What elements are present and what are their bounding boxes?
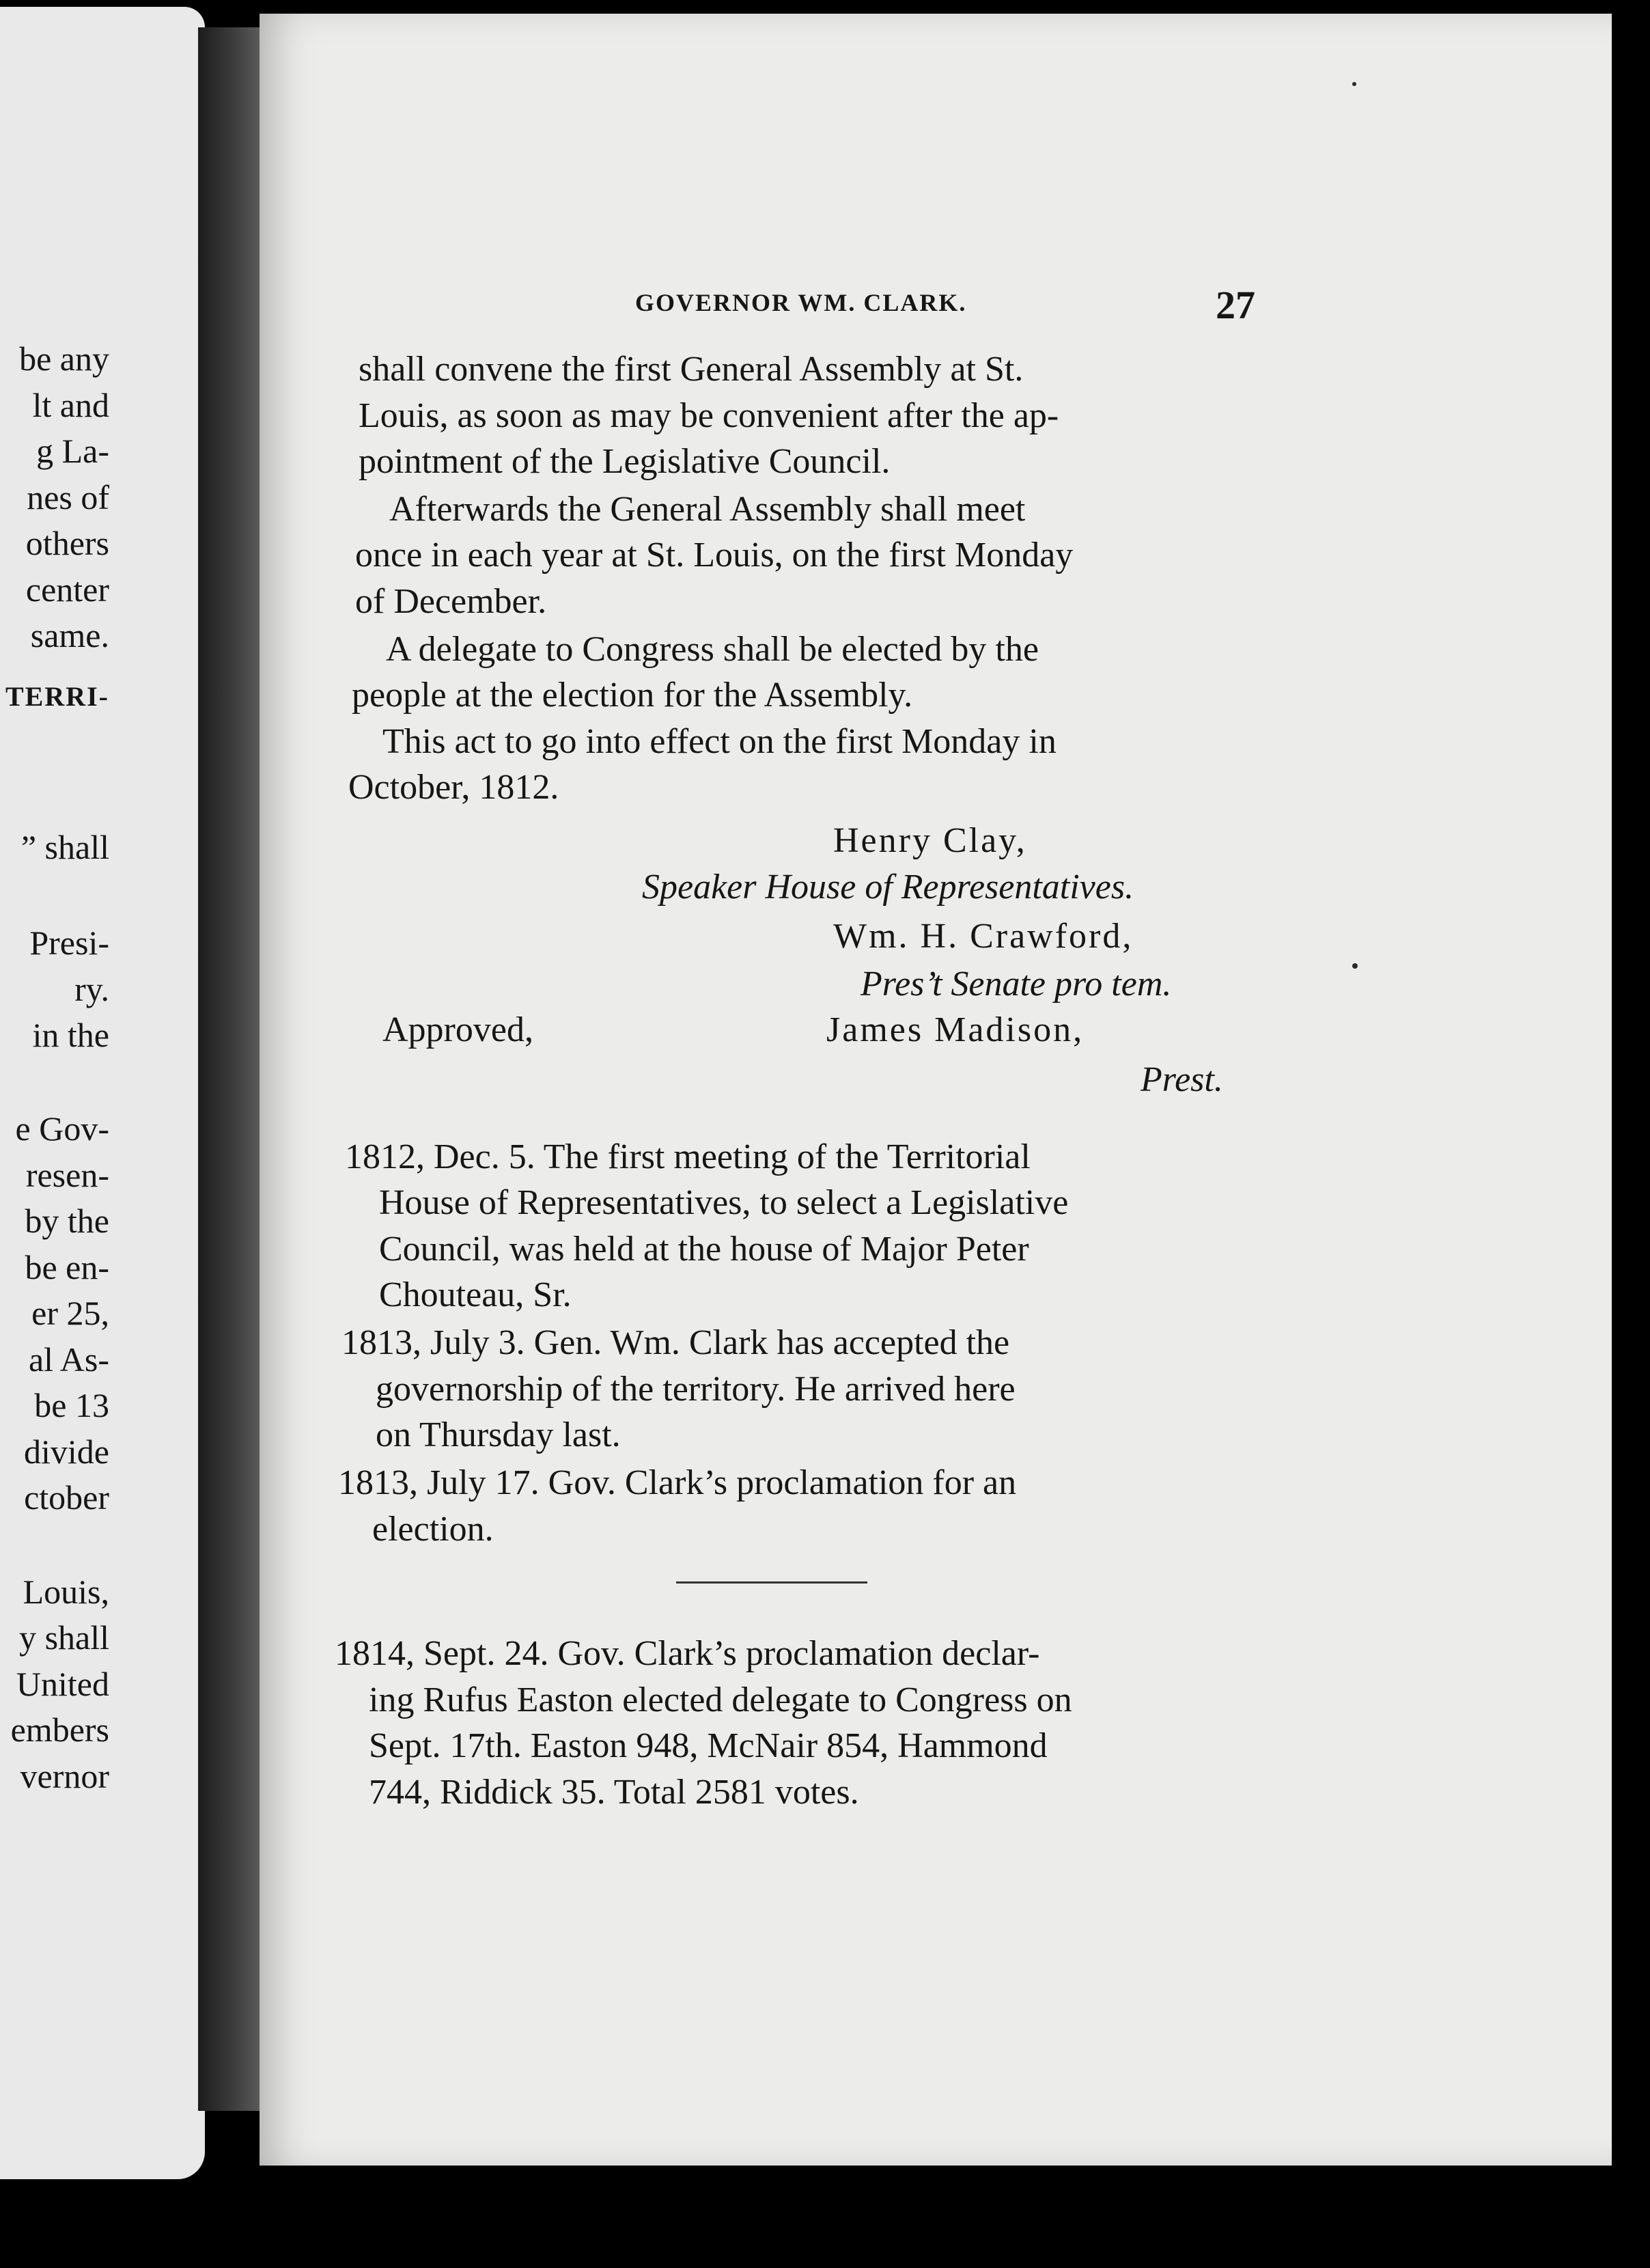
body-line: people at the election for the Assembly. bbox=[352, 676, 913, 715]
left-page-line: ” shall bbox=[20, 828, 109, 866]
entry-line: House of Representatives, to select a Legislative bbox=[379, 1183, 1069, 1222]
signature-madison-title: Prest. bbox=[1141, 1060, 1223, 1099]
body-line: This act to go into effect on the first Monday in bbox=[382, 722, 1057, 761]
left-page-line: embers bbox=[10, 1711, 109, 1749]
body-line: shall convene the first General Assembly at St. bbox=[359, 350, 1024, 389]
left-page-line: Presi- bbox=[29, 924, 109, 962]
left-page-line: others bbox=[25, 524, 109, 562]
body-line: Louis, as soon as may be convenient after the ap- bbox=[359, 396, 1059, 435]
left-page-line: center bbox=[25, 570, 109, 609]
main-page bbox=[260, 14, 1612, 2166]
entry-line: 1813, July 17. Gov. Clark’s proclamation for an bbox=[338, 1463, 1017, 1502]
entry-line: 1814, Sept. 24. Gov. Clark’s proclamation declar- bbox=[335, 1634, 1040, 1673]
body-line: Afterwards the General Assembly shall meet bbox=[389, 490, 1026, 529]
left-page-line: lt and bbox=[32, 386, 109, 424]
left-page-line: ry. bbox=[74, 970, 109, 1008]
left-page-line: e Gov- bbox=[15, 1109, 109, 1148]
paper-speck bbox=[1352, 963, 1358, 969]
left-page-line: resen- bbox=[25, 1156, 109, 1194]
left-page-line: be en- bbox=[25, 1248, 109, 1286]
body-line: A delegate to Congress shall be elected by the bbox=[386, 630, 1039, 669]
signature-crawford-name: Wm. H. Crawford, bbox=[833, 917, 1134, 956]
body-line: once in each year at St. Louis, on the first Monday bbox=[355, 536, 1074, 575]
entry-line: 1813, July 3. Gen. Wm. Clark has accepted the bbox=[341, 1323, 1010, 1362]
entry-line: Council, was held at the house of Major Peter bbox=[379, 1230, 1029, 1269]
body-line: October, 1812. bbox=[348, 768, 559, 807]
left-page-line: er 25, bbox=[31, 1294, 109, 1332]
left-page-line: in the bbox=[32, 1016, 109, 1054]
entry-line: 1812, Dec. 5. The first meeting of the Territorial bbox=[345, 1137, 1031, 1176]
left-page-line: TERRI- bbox=[5, 681, 109, 712]
left-page-line: Louis, bbox=[23, 1573, 109, 1611]
left-page-line: divide bbox=[24, 1433, 109, 1471]
approved-label: Approved, bbox=[382, 1010, 533, 1049]
left-page-line: be 13 bbox=[34, 1386, 109, 1424]
section-separator bbox=[676, 1581, 867, 1584]
signature-madison-name: James Madison, bbox=[826, 1010, 1085, 1049]
signature-clay-name: Henry Clay, bbox=[833, 821, 1027, 860]
page-number: 27 bbox=[1216, 283, 1255, 327]
left-page-line: be any bbox=[19, 340, 109, 378]
left-page-line: nes of bbox=[27, 478, 109, 516]
left-facing-page bbox=[0, 7, 205, 2179]
entry-line: governorship of the territory. He arrived here bbox=[376, 1370, 1016, 1409]
entry-line: 744, Riddick 35. Total 2581 votes. bbox=[369, 1773, 859, 1812]
left-page-line: vernor bbox=[20, 1757, 109, 1795]
body-line: pointment of the Legislative Council. bbox=[359, 442, 891, 481]
left-page-line: g La- bbox=[36, 432, 109, 470]
entry-line: Chouteau, Sr. bbox=[379, 1275, 572, 1314]
entry-line: ing Rufus Easton elected delegate to Congress on bbox=[369, 1681, 1072, 1719]
signature-clay-title: Speaker House of Representatives. bbox=[642, 868, 1134, 907]
paper-speck bbox=[1352, 82, 1356, 86]
entry-line: on Thursday last. bbox=[376, 1415, 621, 1454]
entry-line: election. bbox=[372, 1510, 494, 1549]
left-page-line: by the bbox=[25, 1202, 109, 1240]
left-page-line: al As- bbox=[28, 1340, 109, 1379]
body-line: of December. bbox=[355, 582, 547, 621]
left-page-line: ctober bbox=[24, 1478, 109, 1517]
running-head: GOVERNOR WM. CLARK. bbox=[635, 289, 967, 316]
entry-line: Sept. 17th. Easton 948, McNair 854, Hammond bbox=[369, 1726, 1048, 1765]
left-page-line: United bbox=[16, 1665, 109, 1703]
left-page-line: y shall bbox=[19, 1618, 109, 1657]
signature-crawford-title: Pres’t Senate pro tem. bbox=[861, 965, 1172, 1004]
left-page-line: same. bbox=[30, 616, 109, 654]
